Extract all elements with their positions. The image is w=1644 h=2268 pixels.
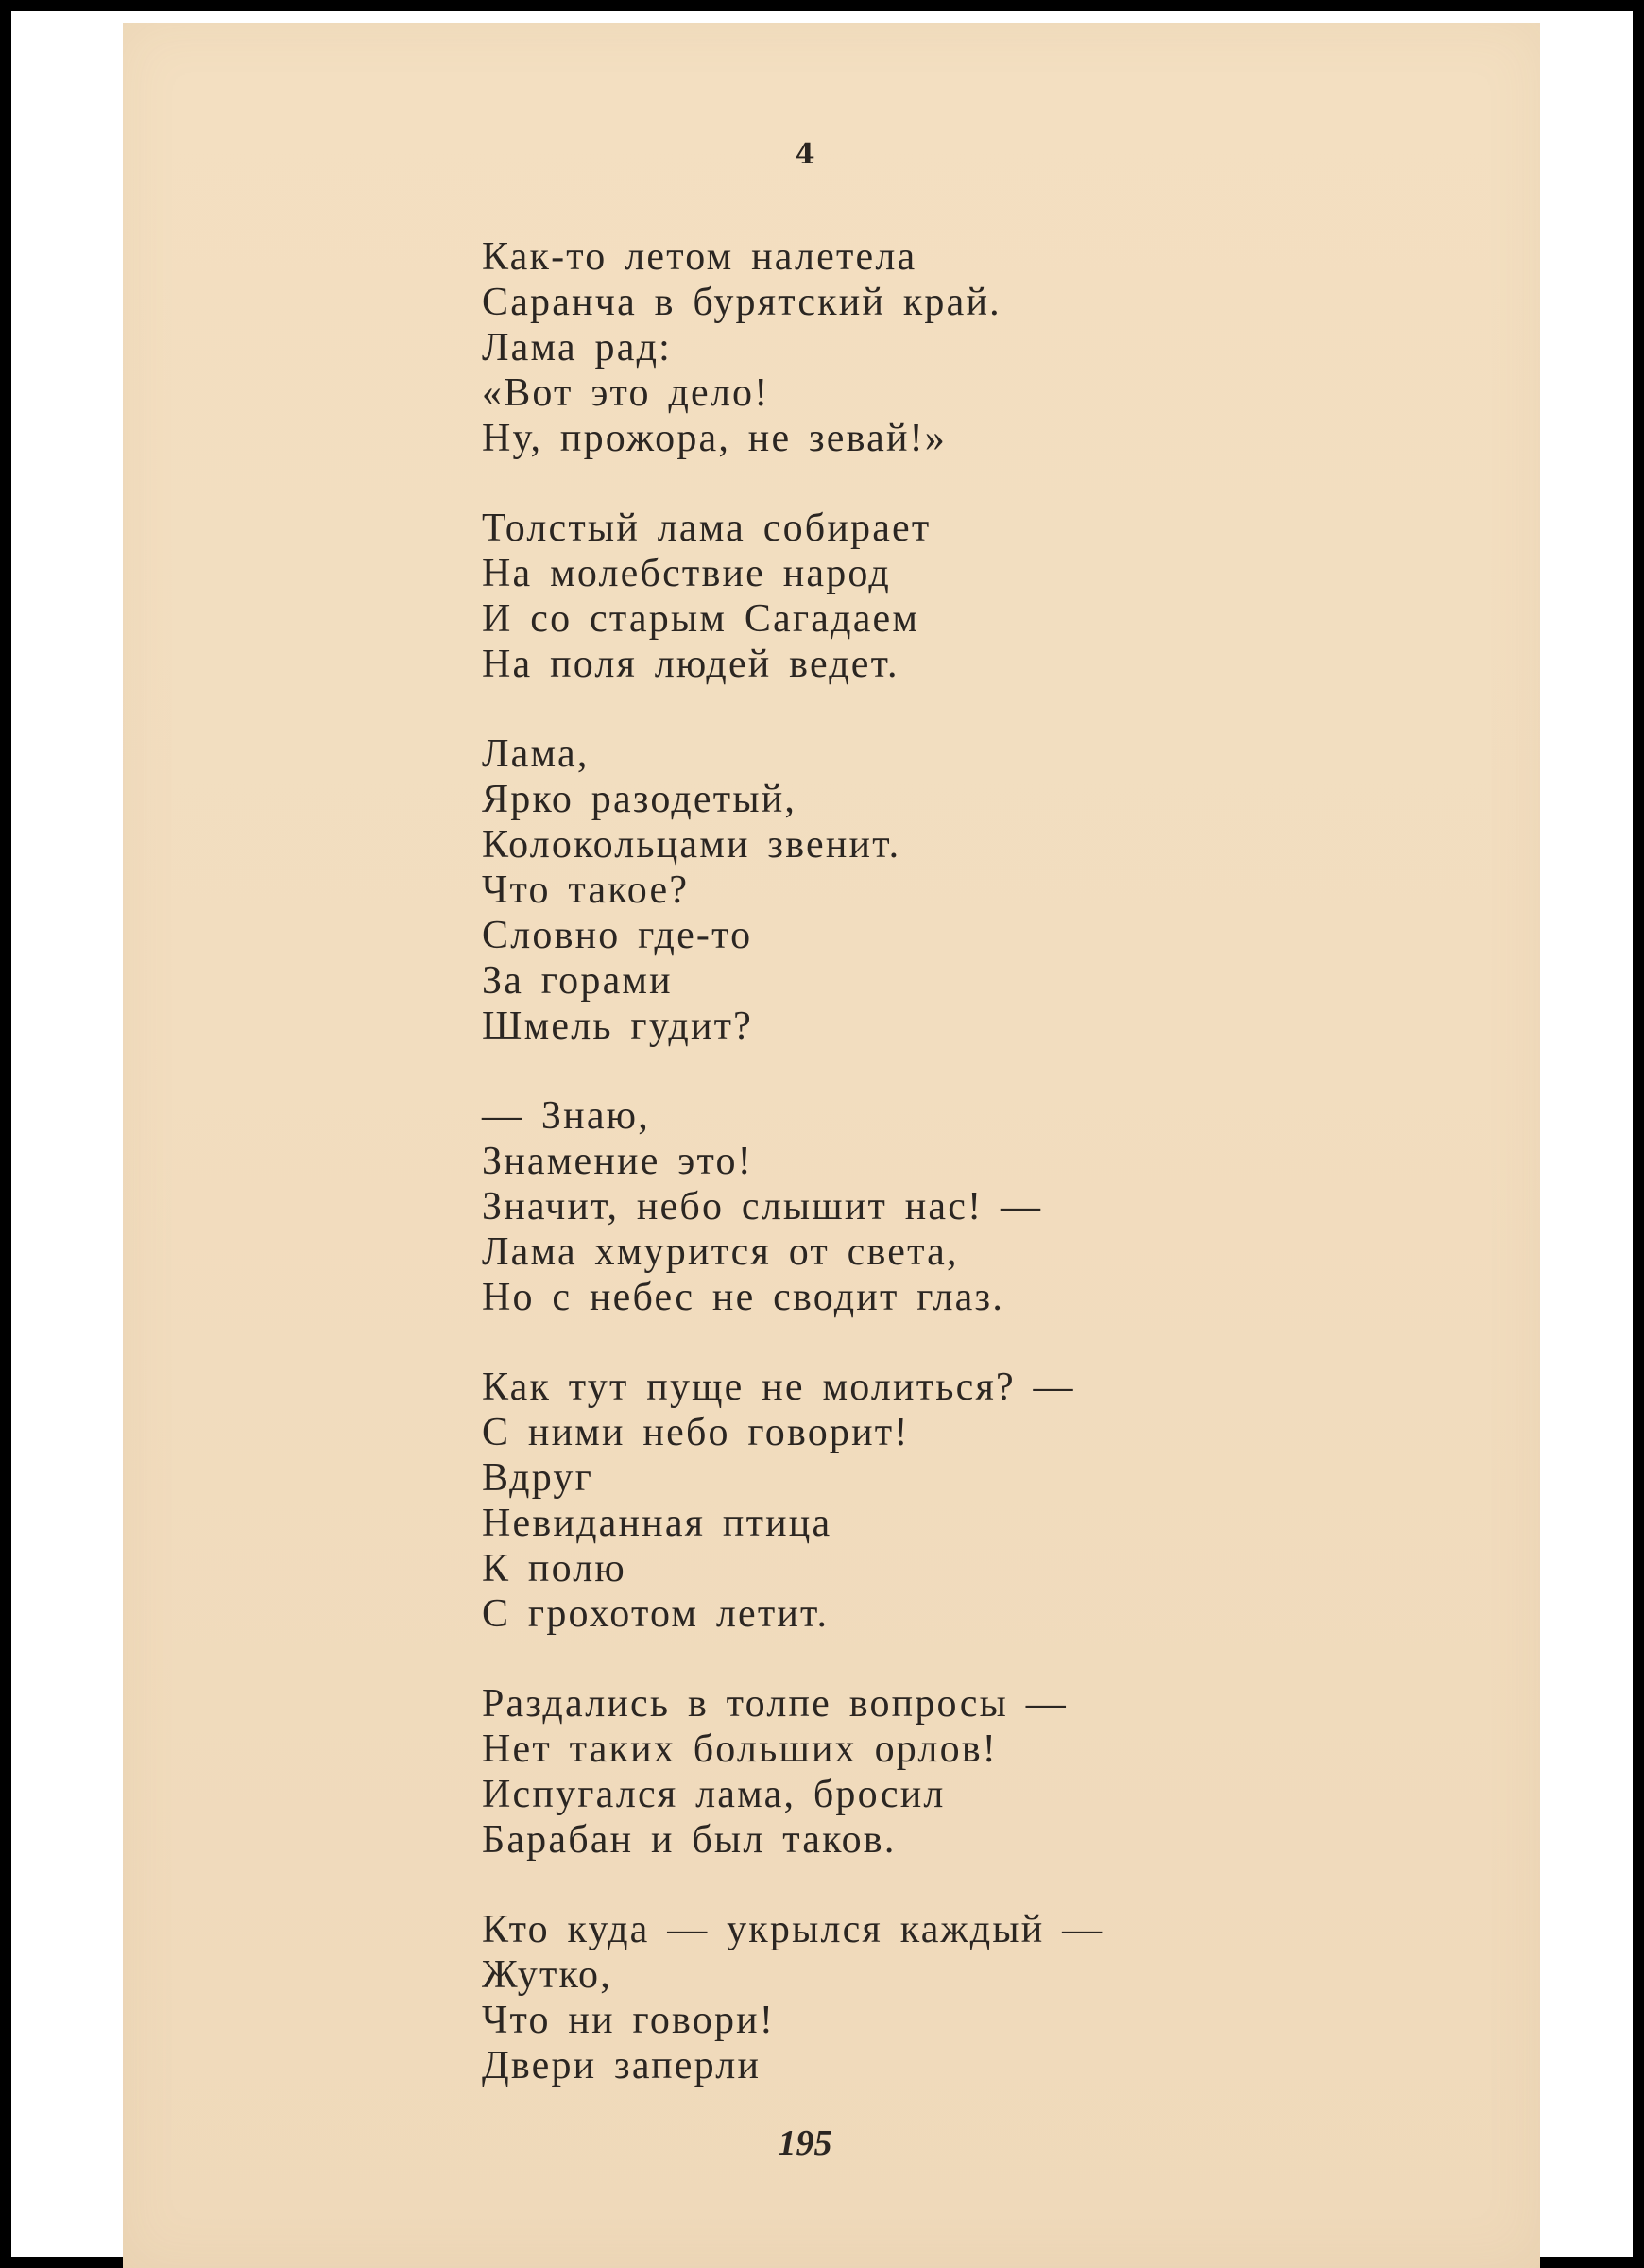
poem-line: И со старым Сагадаем: [482, 597, 920, 641]
poem-line: Невиданная птица: [482, 1502, 832, 1545]
poem-line: Саранча в бурятский край.: [482, 281, 1002, 324]
poem-line: Раздались в толпе вопросы —: [482, 1682, 1068, 1726]
poem-line: Ну, прожора, не зевай!»: [482, 417, 948, 460]
stanza: [482, 1365, 1427, 1637]
poem-line: Знамение это!: [482, 1140, 753, 1183]
poem-line: Лама хмурится от света,: [482, 1230, 959, 1274]
poem-line: С ними небо говорит!: [482, 1411, 910, 1454]
poem-line: Колокольцами звенит.: [482, 823, 901, 867]
poem: [482, 234, 1427, 2133]
stanza: [482, 731, 1427, 1049]
poem-line: С грохотом летит.: [482, 1592, 830, 1636]
book-page: [123, 23, 1540, 2268]
poem-line: Жутко,: [482, 1953, 612, 1997]
poem-line: Нет таких больших орлов!: [482, 1727, 998, 1771]
page-number: 195: [778, 2123, 832, 2163]
poem-line: Как тут пуще не молиться? —: [482, 1366, 1075, 1409]
stanza: [482, 1907, 1427, 2088]
poem-line: Вдруг: [482, 1456, 594, 1500]
poem-line: Барабан и был таков.: [482, 1818, 897, 1862]
poem-line: Лама рад:: [482, 326, 673, 369]
poem-line: Словно где-то: [482, 914, 753, 957]
poem-line: Шмель гудит?: [482, 1005, 754, 1048]
poem-line: Как-то летом налетела: [482, 235, 917, 279]
section-number: 4: [795, 138, 815, 171]
poem-line: — Знаю,: [482, 1094, 650, 1138]
poem-line: Двери заперли: [482, 2044, 762, 2088]
stanza: [482, 1681, 1427, 1863]
poem-line: На поля людей ведет.: [482, 643, 899, 686]
poem-line: Кто куда — укрылся каждый —: [482, 1908, 1105, 1951]
stanza: [482, 234, 1427, 461]
poem-line: К полю: [482, 1547, 626, 1590]
poem-line: Что такое?: [482, 868, 690, 912]
poem-line: На молебствие народ: [482, 552, 891, 595]
poem-line: Но с небес не сводит глаз.: [482, 1276, 1005, 1319]
poem-line: Что ни говори!: [482, 1999, 776, 2042]
stanza: [482, 506, 1427, 687]
poem-line: Лама,: [482, 732, 590, 776]
poem-line: За горами: [482, 959, 673, 1003]
poem-line: «Вот это дело!: [482, 371, 770, 415]
stanza: [482, 1093, 1427, 1320]
poem-line: Ярко разодетый,: [482, 778, 797, 821]
poem-line: Толстый лама собирает: [482, 507, 932, 550]
poem-line: Значит, небо слышит нас! —: [482, 1185, 1043, 1228]
poem-line: Испугался лама, бросил: [482, 1773, 946, 1816]
